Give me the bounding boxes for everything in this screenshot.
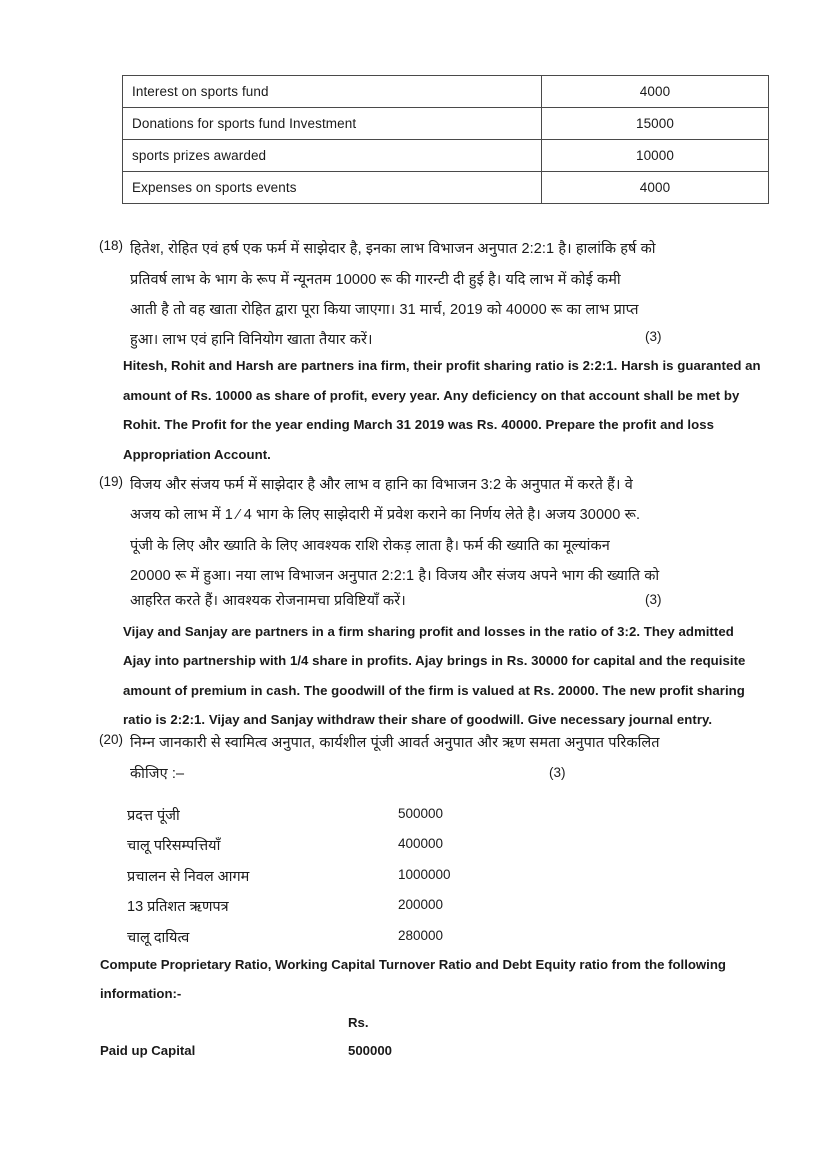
question-19-marks: (3)	[645, 592, 662, 607]
question-19-english-line-1: Vijay and Sanjay are partners in a firm sharing profit and losses in the ratio of 3:2. They admitted	[123, 624, 734, 639]
list-item-value: 1000000	[398, 867, 451, 882]
table-row	[123, 76, 769, 108]
list-item-label: चालू परिसम्पत्तियाँ	[127, 838, 221, 854]
list-item-value: 500000	[398, 806, 444, 821]
question-19-hindi-line-3: पूंजी के लिए और ख्याति के लिए आवश्यक राशि रोकड़ लाता है। फर्म की ख्याति का मूल्यांकन	[130, 538, 610, 554]
question-18-hindi-line-4: हुआ। लाभ एवं हानि विनियोग खाता तैयार करें।	[130, 332, 373, 348]
question-19-english-line-4: ratio is 2:2:1. Vijay and Sanjay withdraw their share of goodwill. Give necessary journal entry.	[123, 712, 713, 727]
question-19-hindi-line-1: विजय और संजय फर्म में साझेदार है और लाभ व हानि का विभाजन 3:2 के अनुपात में करते हैं। वे	[130, 477, 633, 493]
question-19-english-line-2: Ajay into partnership with 1/4 share in profits. Ajay brings in Rs. 30000 for capital and the requisite	[123, 653, 746, 668]
list-item-label: 13 प्रतिशत ऋणपत्र	[127, 899, 229, 915]
question-20-hindi-line-1: निम्न जानकारी से स्वामित्व अनुपात, कार्यशील पूंजी आवर्त अनुपात और ऋण समता अनुपात परिकलित	[130, 735, 660, 751]
english-table-header: Rs.	[348, 1015, 369, 1030]
question-20-marks: (3)	[549, 765, 566, 780]
english-table-row-label: Paid up Capital	[100, 1043, 196, 1058]
sports-fund-table	[122, 75, 769, 204]
table-cell-value: 4000	[542, 172, 769, 204]
list-item-value: 400000	[398, 836, 444, 851]
question-18-hindi-line-2: प्रतिवर्ष लाभ के भाग के रूप में न्यूनतम 10000 रू की गारन्टी दी हुई है। यदि लाभ में कोई कमी	[130, 272, 621, 288]
question-19-hindi-line-4: 20000 रू में हुआ। नया लाभ विभाजन अनुपात 2:2:1 है। विजय और संजय अपने भाग की ख्याति को	[130, 568, 660, 584]
list-item-label: प्रदत्त पूंजी	[127, 808, 180, 824]
table-cell-value: 4000	[542, 76, 769, 108]
table-row	[123, 172, 769, 204]
question-18-english-line-2: amount of Rs. 10000 as share of profit, every year. Any deficiency on that account shall be met by	[123, 388, 740, 403]
question-19-hindi-line-2: अजय को लाभ में 1 ⁄ 4 भाग के लिए साझेदारी में प्रवेश कराने का निर्णय लेते है। अजय 30000 रू.	[130, 507, 641, 523]
table-row	[123, 140, 769, 172]
question-18-english-line-1: Hitesh, Rohit and Harsh are partners ina firm, their profit sharing ratio is 2:2:1. Harsh is guaranted an	[123, 358, 761, 373]
table-cell-label: Expenses on sports events	[123, 172, 542, 204]
question-19-english-line-3: amount of premium in cash. The goodwill of the firm is valued at Rs. 20000. The new profit sharing	[123, 683, 745, 698]
english-table-row-value: 500000	[348, 1043, 393, 1058]
table-row	[123, 108, 769, 140]
question-20-english-line-2: information:-	[100, 986, 182, 1001]
question-20-number: (20)	[99, 732, 124, 747]
list-item-label: प्रचालन से निवल आगम	[127, 869, 250, 885]
question-18-english-line-3: Rohit. The Profit for the year ending March 31 2019 was Rs. 40000. Prepare the profit and loss	[123, 417, 714, 432]
list-item-value: 200000	[398, 897, 444, 912]
question-18-hindi-line-1: हितेश, रोहित एवं हर्ष एक फर्म में साझेदार है, इनका लाभ विभाजन अनुपात 2:2:1 है। हालांकि हर्ष को	[130, 241, 656, 257]
question-19-hindi-line-5: आहरित करते हैं। आवश्यक रोजनामचा प्रविष्टियाँ करें।	[130, 593, 406, 609]
question-18-number: (18)	[99, 238, 124, 253]
question-20-english-line-1: Compute Proprietary Ratio, Working Capital Turnover Ratio and Debt Equity ratio from the following	[100, 957, 726, 972]
list-item-label: चालू दायित्व	[127, 930, 190, 946]
question-18-english-line-4: Appropriation Account.	[123, 447, 271, 462]
table-cell-value: 15000	[542, 108, 769, 140]
question-18-marks: (3)	[645, 329, 662, 344]
table-cell-value: 10000	[542, 140, 769, 172]
question-18-hindi-line-3: आती है तो वह खाता रोहित द्वारा पूरा किया जाएगा। 31 मार्च, 2019 को 40000 रू का लाभ प्राप्त	[130, 302, 639, 318]
table-cell-label: sports prizes awarded	[123, 140, 542, 172]
question-20-hindi-line-2: कीजिए :–	[130, 766, 185, 782]
table-cell-label: Donations for sports fund Investment	[123, 108, 542, 140]
list-item-value: 280000	[398, 928, 444, 943]
question-19-number: (19)	[99, 474, 124, 489]
table-cell-label: Interest on sports fund	[123, 76, 542, 108]
